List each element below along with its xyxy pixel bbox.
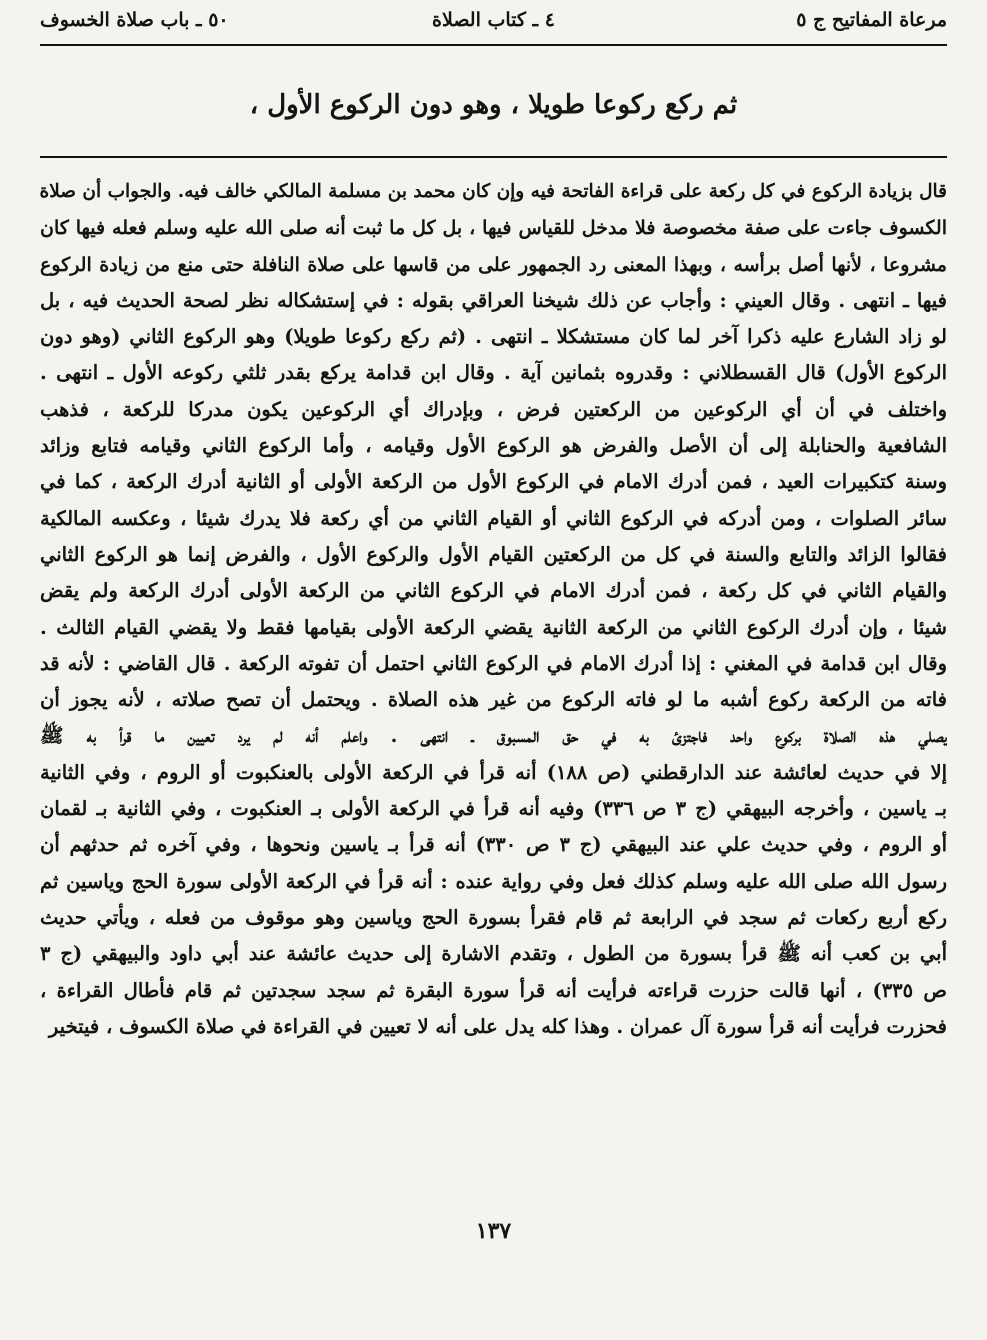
text-line: سائر الصلوات ، ومن أدركه في الركوع الثاني أو القيام الثاني من أي ركعة فلا يدرك شيئا ، وعكسه المالكية	[40, 506, 947, 530]
text-line: قال بزيادة الركوع في كل ركعة على قراءة الفاتحة فيه وإن كان محمد بن مسلمة المالكي خالف فيه. والجواب أن صلاة	[40, 181, 947, 202]
hadith-text: ثم ركع ركوعا طويلا ، وهو دون الركوع الأول ،	[249, 90, 738, 120]
running-header	[40, 0, 947, 40]
header-book-title: مرعاة المفاتيح ج ٥	[796, 9, 947, 31]
text-line: والقيام الثاني في كل ركعة ، فمن أدرك الامام في الركوع الثاني من الركعة الأولى أدرك الركعة ولم يقض	[40, 579, 947, 603]
text-line: الركوع الأول) قال القسطلاني : وقدروه بثمانين آية . وقال ابن قدامة يركع بقدر ثلثي ركوعه الأول ـ انتهى .	[40, 361, 947, 385]
text-line: الشافعية والحنابلة إلى أن الأصل والفرض هو الركوع الأول وقيامه ، وأما الركوع الثاني وقيامه فتابع وزائد	[40, 434, 947, 458]
page-number: ١٣٧	[475, 1218, 512, 1244]
text-line: وسنة كتكبيرات العيد ، فمن أدرك الامام في الركوع الأول من الركعة الأولى أو الثانية أدرك الركعة ، كما في	[40, 470, 947, 494]
text-line: ص ٣٣٥) ، أنها قالت حزرت قراءته فرأيت أنه قرأ سورة البقرة ثم سجد سجدتين ثم قام فأطال القراءة ،	[40, 978, 947, 1002]
text-line: فحزرت فرأيت أنه قرأ سورة آل عمران . وهذا كله يدل على أنه لا تعيين في القراءة في صلاة الكسوف ، فيتخير	[48, 1014, 947, 1038]
text-line: رسول الله صلى الله عليه وسلم كذلك فعل وفي رواية عنده : أنه قرأ في الركعة الأولى سورة الحج وياسين ثم	[40, 869, 947, 893]
text-line: لو زاد الشارع عليه ذكرا آخر لما كان مستشكلا ـ انتهى . (ثم ركع ركوعا طويلا) وهو الركوع الثاني (وهو دون	[40, 325, 947, 349]
header-divider	[40, 44, 947, 46]
text-line: يصلي هذه الصلاة بركوع واحد فاجتزئ به في حق المسبوق ـ انتهى . واعلم أنه لم يرد تعيين ما قرأ به ﷺ	[40, 724, 947, 748]
header-section-title: ٥٠ ـ باب صلاة الخسوف	[40, 9, 229, 31]
text-line: شيئا ، وإن أدرك الركوع الثاني من الركعة الثانية يقضي الركعة الأولى بقيامها فقط ولا يقضي القيام الثالث .	[40, 615, 947, 639]
text-line: الكسوف جاءت على صفة مخصوصة فلا مدخل للقياس فيها ، بل كل ما ثبت أنه صلى الله عليه وسلم فعله فيها كان	[40, 217, 947, 240]
text-line: أو الروم ، وفي حديث علي عند البيهقي (ج ٣ ص ٣٣٠) أنه قرأ بـ ياسين ونحوها ، وفي آخره ثم حدثهم أن	[40, 833, 947, 857]
text-line: بـ ياسين ، وأخرجه البيهقي (ج ٣ ص ٣٣٦) وفيه أنه قرأ في الركعة الأولى بـ العنكبوت ، وفي الثانية بـ لقمان	[40, 797, 947, 821]
text-line: مشروعا ، لأنها أصل برأسه ، وبهذا المعنى رد الجمهور على من قاسها على صلاة النافلة حتى منع من زيادة الركوع	[40, 253, 947, 276]
text-line: فقالوا الزائد والتابع والسنة في كل من الركعتين القيام الأول والركوع الأول ، والفرض إنما هو الركوع الثاني	[40, 542, 947, 566]
commentary-divider	[40, 156, 947, 158]
text-line: فاته من الركعة ركوع أشبه ما لو فاته الركوع من غير هذه الصلاة . ويحتمل أن تصح صلاته ، لأنه يجوز أن	[40, 688, 947, 712]
text-line: ركع أربع ركعات ثم سجد في الرابعة ثم قام فقرأ بسورة الحج وياسين وهو موقوف من فعله ، ويأتي حديث	[40, 905, 947, 929]
text-line: وقال ابن قدامة في المغني : إذا أدرك الامام في الركوع الثاني احتمل أن تفوته الركعة . قال القاضي : لأنه قد	[40, 651, 947, 675]
commentary-body	[40, 174, 947, 1045]
text-line: إلا في حديث لعائشة عند الدارقطني (ص ١٨٨) أنه قرأ في الركعة الأولى بالعنكبوت أو الروم ، وفي الثانية	[40, 760, 947, 784]
header-chapter-title: ٤ ـ كتاب الصلاة	[432, 9, 555, 31]
text-line: واختلف في أن أي الركوعين من الركعتين فرض ، وبإدراك أي الركوعين يكون مدركا للركعة ، فذهب	[40, 397, 947, 421]
text-line: فيها ـ انتهى . وقال العيني : وأجاب عن ذلك شيخنا العراقي بقوله : في إستشكاله نظر لصحة الحديث فيه ، بل	[40, 288, 947, 312]
text-line: أبي بن كعب أنه ﷺ قرأ بسورة من الطول ، وتقدم الاشارة إلى حديث عائشة عند أبي داود والبيهقي (ج ٣	[40, 942, 947, 966]
